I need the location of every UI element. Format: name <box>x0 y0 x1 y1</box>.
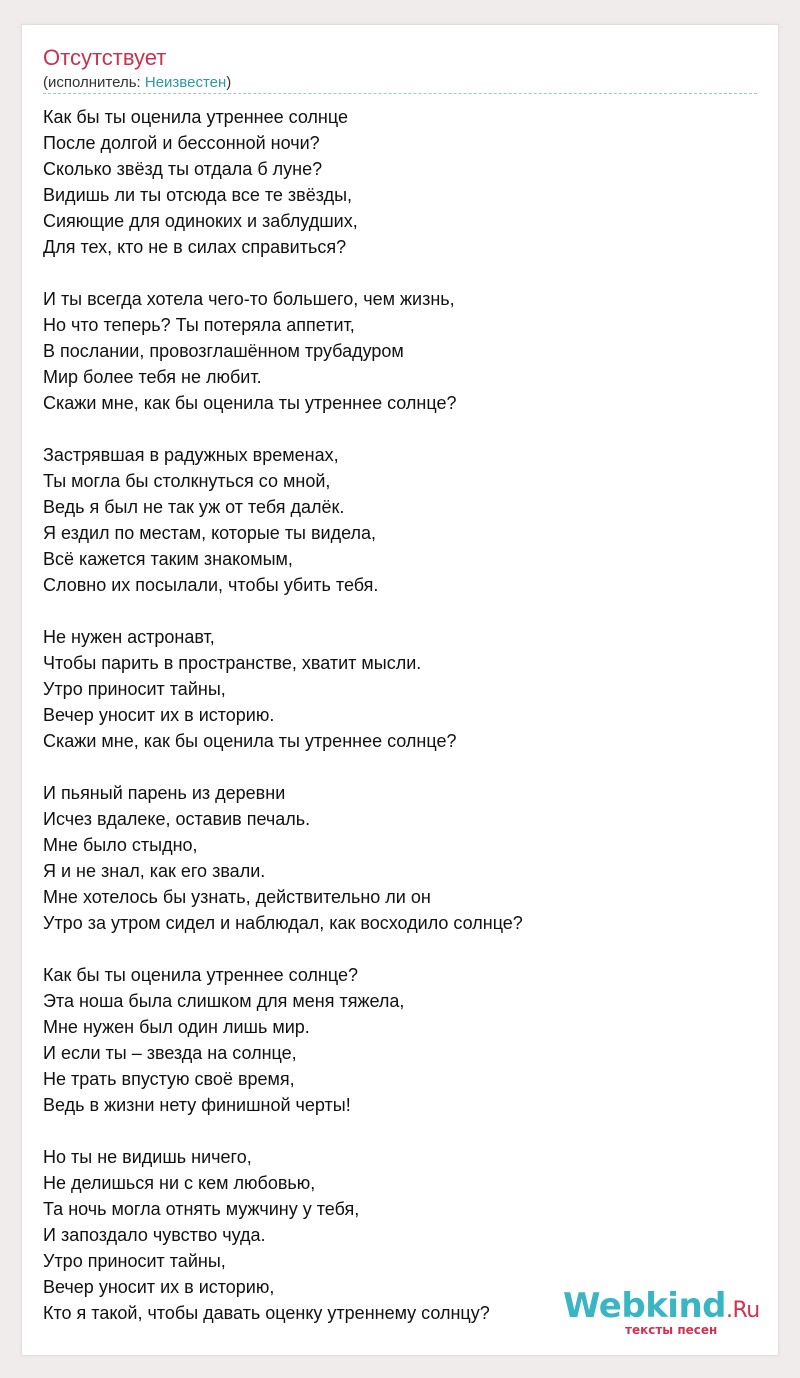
stanza-gap <box>43 754 523 780</box>
lyric-line: Кто я такой, чтобы давать оценку утреннему солнцу? <box>43 1303 490 1323</box>
lyric-line: Как бы ты оценила утреннее солнце <box>43 107 348 127</box>
stanza <box>43 962 523 1118</box>
lyric-line: Я и не знал, как его звали. <box>43 861 266 881</box>
lyric-line: В послании, провозглашённом трубадуром <box>43 341 404 361</box>
artist-link[interactable]: Неизвестен <box>144 74 227 91</box>
lyric-line: Словно их посылали, чтобы убить тебя. <box>43 575 379 595</box>
lyrics-card <box>21 24 779 1356</box>
lyric-line: Утро приносит тайны, <box>43 1251 226 1271</box>
logo-tagline: тексты песен <box>625 1323 718 1337</box>
artist-suffix: ) <box>226 74 232 91</box>
lyric-line: Та ночь могла отнять мужчину у тебя, <box>43 1199 360 1219</box>
lyric-line: Исчез вдалеке, оставив печаль. <box>43 809 311 829</box>
stanza <box>43 780 523 936</box>
lyric-line: Как бы ты оценила утреннее солнце? <box>43 965 358 985</box>
stanza <box>43 442 523 598</box>
lyric-line: Сияющие для одиноких и заблудших, <box>43 211 358 231</box>
lyric-line: И пьяный парень из деревни <box>43 783 286 803</box>
lyric-line: Всё кажется таким знакомым, <box>43 549 293 569</box>
stanza-gap <box>43 416 523 442</box>
stanza <box>43 286 523 416</box>
lyric-line: Утро приносит тайны, <box>43 679 226 699</box>
lyric-line: Я ездил по местам, которые ты видела, <box>43 523 377 543</box>
stanza <box>43 1144 523 1326</box>
lyric-line: И запоздало чувство чуда. <box>43 1225 266 1245</box>
lyric-line: Видишь ли ты отсюда все те звёзды, <box>43 185 353 205</box>
stanza <box>43 104 523 260</box>
lyric-line: Ведь в жизни нету финишной черты! <box>43 1095 351 1115</box>
lyric-line: Ведь я был не так уж от тебя далёк. <box>43 497 345 517</box>
lyric-line: Сколько звёзд ты отдала б луне? <box>43 159 323 179</box>
lyric-line: Для тех, кто не в силах справиться? <box>43 237 347 257</box>
stanza-gap <box>43 936 523 962</box>
lyric-line: Мне было стыдно, <box>43 835 198 855</box>
lyric-line: Эта ноша была слишком для меня тяжела, <box>43 991 405 1011</box>
lyric-line: Чтобы парить в пространстве, хватит мысли. <box>43 653 422 673</box>
lyric-line: Не делишься ни с кем любовью, <box>43 1173 316 1193</box>
song-title: Отсутствует <box>43 45 167 70</box>
artist-prefix: (исполнитель: <box>43 74 145 91</box>
lyric-line: Ты могла бы столкнуться со мной, <box>43 471 331 491</box>
lyric-line: Но что теперь? Ты потеряла аппетит, <box>43 315 355 335</box>
divider <box>43 93 757 94</box>
lyric-line: Не нужен астронавт, <box>43 627 215 647</box>
logo-name: Webkind <box>563 1286 726 1326</box>
lyric-line: Скажи мне, как бы оценила ты утреннее солнце? <box>43 731 457 751</box>
lyric-line: Мне нужен был один лишь мир. <box>43 1017 310 1037</box>
lyric-line: Вечер уносит их в историю. <box>43 705 275 725</box>
stanza <box>43 624 523 754</box>
stanza-gap <box>43 1118 523 1144</box>
lyric-line: После долгой и бессонной ночи? <box>43 133 320 153</box>
lyric-line: Вечер уносит их в историю, <box>43 1277 275 1297</box>
lyric-line: Скажи мне, как бы оценила ты утреннее солнце? <box>43 393 457 413</box>
lyric-line: И если ты – звезда на солнце, <box>43 1043 297 1063</box>
lyric-line: И ты всегда хотела чего-то большего, чем жизнь, <box>43 289 455 309</box>
lyric-line: Но ты не видишь ничего, <box>43 1147 252 1167</box>
lyric-line: Не трать впустую своё время, <box>43 1069 295 1089</box>
stanza-gap <box>43 598 523 624</box>
lyric-line: Утро за утром сидел и наблюдал, как восходило солнце? <box>43 913 523 933</box>
artist-line <box>43 74 231 92</box>
lyric-line: Мир более тебя не любит. <box>43 367 262 387</box>
stanza-gap <box>43 260 523 286</box>
lyric-line: Мне хотелось бы узнать, действительно ли он <box>43 887 431 907</box>
logo-tld: .Ru <box>726 1298 760 1323</box>
lyric-line: Застрявшая в радужных временах, <box>43 445 339 465</box>
lyrics-text <box>43 104 523 1326</box>
